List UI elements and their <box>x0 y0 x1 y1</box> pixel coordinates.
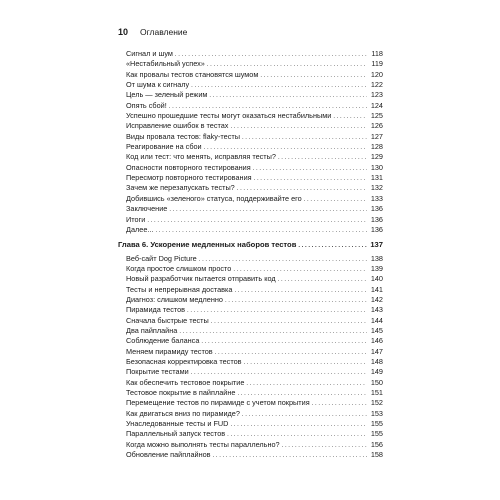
toc-entry-page: 124 <box>370 100 383 110</box>
toc-entry-title: Покрытие тестами <box>126 367 189 377</box>
toc-entry-page: 129 <box>370 152 383 162</box>
toc-entry-page: 156 <box>370 439 383 449</box>
chapter-page-number: 137 <box>370 240 383 250</box>
toc-entry <box>118 305 383 315</box>
toc-entry-title: Виды провала тестов: flaky-тесты <box>126 131 240 141</box>
toc-entry-page: 122 <box>370 80 383 90</box>
toc-entry <box>118 336 383 346</box>
toc-section-before <box>118 49 383 235</box>
toc-entry <box>118 225 383 235</box>
toc-entry-page: 142 <box>370 294 383 304</box>
toc-entry-title: Тесты и непрерывная доставка <box>126 284 233 294</box>
toc-entry-title: Заключение <box>126 204 168 214</box>
toc-entry-page: 132 <box>370 183 383 193</box>
toc-entry-page: 149 <box>370 367 383 377</box>
toc-entry-title: От шума к сигналу <box>126 80 190 90</box>
toc-entry-title: Обновление пайплайнов <box>126 450 211 460</box>
toc-entry-page: 131 <box>370 173 383 183</box>
toc-entry <box>118 357 383 367</box>
dot-leader <box>213 450 367 461</box>
toc-entry-title: Параллельный запуск тестов <box>126 429 226 439</box>
toc-entry <box>118 101 383 111</box>
toc-entry-page: 155 <box>370 429 383 439</box>
toc-entry-title: Как провалы тестов становятся шумом <box>126 69 259 79</box>
toc-entry <box>118 215 383 225</box>
toc-entry <box>118 316 383 326</box>
toc-entry-title: Перемещение тестов по пирамиде с учетом покрытия <box>126 398 310 408</box>
toc-entry-page: 136 <box>370 204 383 214</box>
toc-entry-title: Когда простое слишком просто <box>126 263 232 273</box>
toc-entry-title: Новый разработчик пытается отправить код <box>126 274 276 284</box>
table-of-contents <box>118 49 383 460</box>
toc-entry-page: 150 <box>370 377 383 387</box>
toc-entry-title: Код или тест: что менять, исправляя тесты? <box>126 152 276 162</box>
toc-entry <box>118 204 383 214</box>
toc-entry-page: 151 <box>370 388 383 397</box>
toc-entry <box>118 121 383 131</box>
toc-entry <box>118 429 383 439</box>
toc-entry-title: Далее... <box>126 224 154 234</box>
toc-entry <box>118 450 383 460</box>
toc-entry-title: Диагноз: слишком медленно <box>126 294 223 304</box>
toc-entry-page: 136 <box>370 214 383 224</box>
toc-entry-title: Тестовое покрытие в пайплайне <box>126 388 236 397</box>
toc-entry <box>118 285 383 295</box>
toc-entry-page: 147 <box>370 346 383 356</box>
toc-entry <box>118 90 383 100</box>
toc-entry-title: Исправление ошибок в тестах <box>126 121 229 131</box>
page-header <box>118 27 187 37</box>
toc-entry-page: 139 <box>370 263 383 273</box>
toc-entry <box>118 264 383 274</box>
toc-entry-title: «Нестабильный успех» <box>126 59 205 69</box>
toc-entry-title: Как двигаться вниз по пирамиде? <box>126 408 240 418</box>
toc-entry <box>118 378 383 388</box>
chapter-title: Глава 6. Ускорение медленных наборов тестов <box>118 240 297 250</box>
toc-entry <box>118 398 383 408</box>
toc-entry <box>118 152 383 162</box>
toc-entry-title: Цель — зеленый режим <box>126 90 208 100</box>
toc-entry-page: 126 <box>370 121 383 131</box>
toc-entry-page: 136 <box>370 224 383 234</box>
chapter-heading <box>118 240 383 250</box>
toc-entry-title: Два пайплайна <box>126 325 178 335</box>
toc-entry <box>118 388 383 398</box>
toc-entry-page: 130 <box>370 162 383 172</box>
toc-entry <box>118 49 383 59</box>
toc-entry-page: 152 <box>370 398 383 408</box>
dot-leader <box>298 240 367 251</box>
toc-entry-page: 144 <box>370 315 383 325</box>
toc-entry-page: 146 <box>370 336 383 346</box>
toc-entry-page: 145 <box>370 325 383 335</box>
toc-entry-title: Зачем же перезапускать тесты? <box>126 183 235 193</box>
toc-entry <box>118 367 383 377</box>
toc-entry-page: 143 <box>370 305 383 315</box>
dot-leader <box>155 225 367 236</box>
toc-entry <box>118 409 383 419</box>
toc-entry <box>118 183 383 193</box>
toc-entry-title: Унаследованные тесты и FUD <box>126 419 229 429</box>
toc-entry-title: Успешно прошедшие тесты могут оказаться нестабильными <box>126 111 332 121</box>
toc-entry <box>118 132 383 142</box>
toc-entry-page: 133 <box>370 193 383 203</box>
toc-entry-page: 140 <box>370 274 383 284</box>
toc-entry <box>118 326 383 336</box>
toc-entry <box>118 440 383 450</box>
toc-entry <box>118 295 383 305</box>
toc-entry-title: Сначала быстрые тесты <box>126 315 209 325</box>
toc-entry-page: 127 <box>370 131 383 141</box>
toc-entry <box>118 254 383 264</box>
toc-entry-title: Веб-сайт Dog Picture <box>126 253 197 263</box>
toc-entry-page: 141 <box>370 284 383 294</box>
toc-entry-title: Как обеспечить тестовое покрытие <box>126 377 245 387</box>
toc-entry-page: 153 <box>370 408 383 418</box>
toc-entry <box>118 163 383 173</box>
toc-entry-page: 125 <box>370 111 383 121</box>
toc-entry <box>118 70 383 80</box>
toc-entry <box>118 194 383 204</box>
toc-section-after <box>118 254 383 461</box>
toc-entry-title: Пирамида тестов <box>126 305 186 315</box>
toc-entry <box>118 142 383 152</box>
toc-entry <box>118 59 383 69</box>
page-number: 10 <box>118 27 129 37</box>
toc-entry-page: 119 <box>371 59 383 69</box>
toc-entry-title: Соблюдение баланса <box>126 336 200 346</box>
toc-entry-page: 158 <box>370 450 383 460</box>
toc-entry <box>118 347 383 357</box>
toc-entry-title: Пересмотр повторного тестирования <box>126 173 252 183</box>
toc-entry-title: Безопасная корректировка тестов <box>126 356 242 366</box>
toc-entry <box>118 274 383 284</box>
toc-entry <box>118 80 383 90</box>
toc-entry-page: 118 <box>371 49 383 58</box>
toc-entry-page: 148 <box>370 356 383 366</box>
toc-entry <box>118 419 383 429</box>
toc-entry-page: 138 <box>370 253 383 263</box>
toc-entry <box>118 111 383 121</box>
toc-entry-title: Добившись «зеленого» статуса, поддерживайте его <box>126 193 302 203</box>
toc-entry-title: Реагирование на сбои <box>126 142 202 152</box>
running-title: Оглавление <box>140 27 188 37</box>
toc-entry <box>118 173 383 183</box>
toc-entry-page: 155 <box>370 419 383 429</box>
toc-entry-page: 128 <box>370 142 383 152</box>
toc-entry-title: Сигнал и шум <box>126 49 173 58</box>
toc-entry-title: Меняем пирамиду тестов <box>126 346 213 356</box>
toc-entry-page: 123 <box>370 90 383 100</box>
toc-entry-title: Когда можно выполнять тесты параллельно? <box>126 439 280 449</box>
toc-entry-title: Опасности повторного тестирования <box>126 162 251 172</box>
toc-entry-page: 120 <box>370 69 383 79</box>
toc-entry-title: Опять сбой! <box>126 100 167 110</box>
toc-entry-title: Итоги <box>126 214 146 224</box>
